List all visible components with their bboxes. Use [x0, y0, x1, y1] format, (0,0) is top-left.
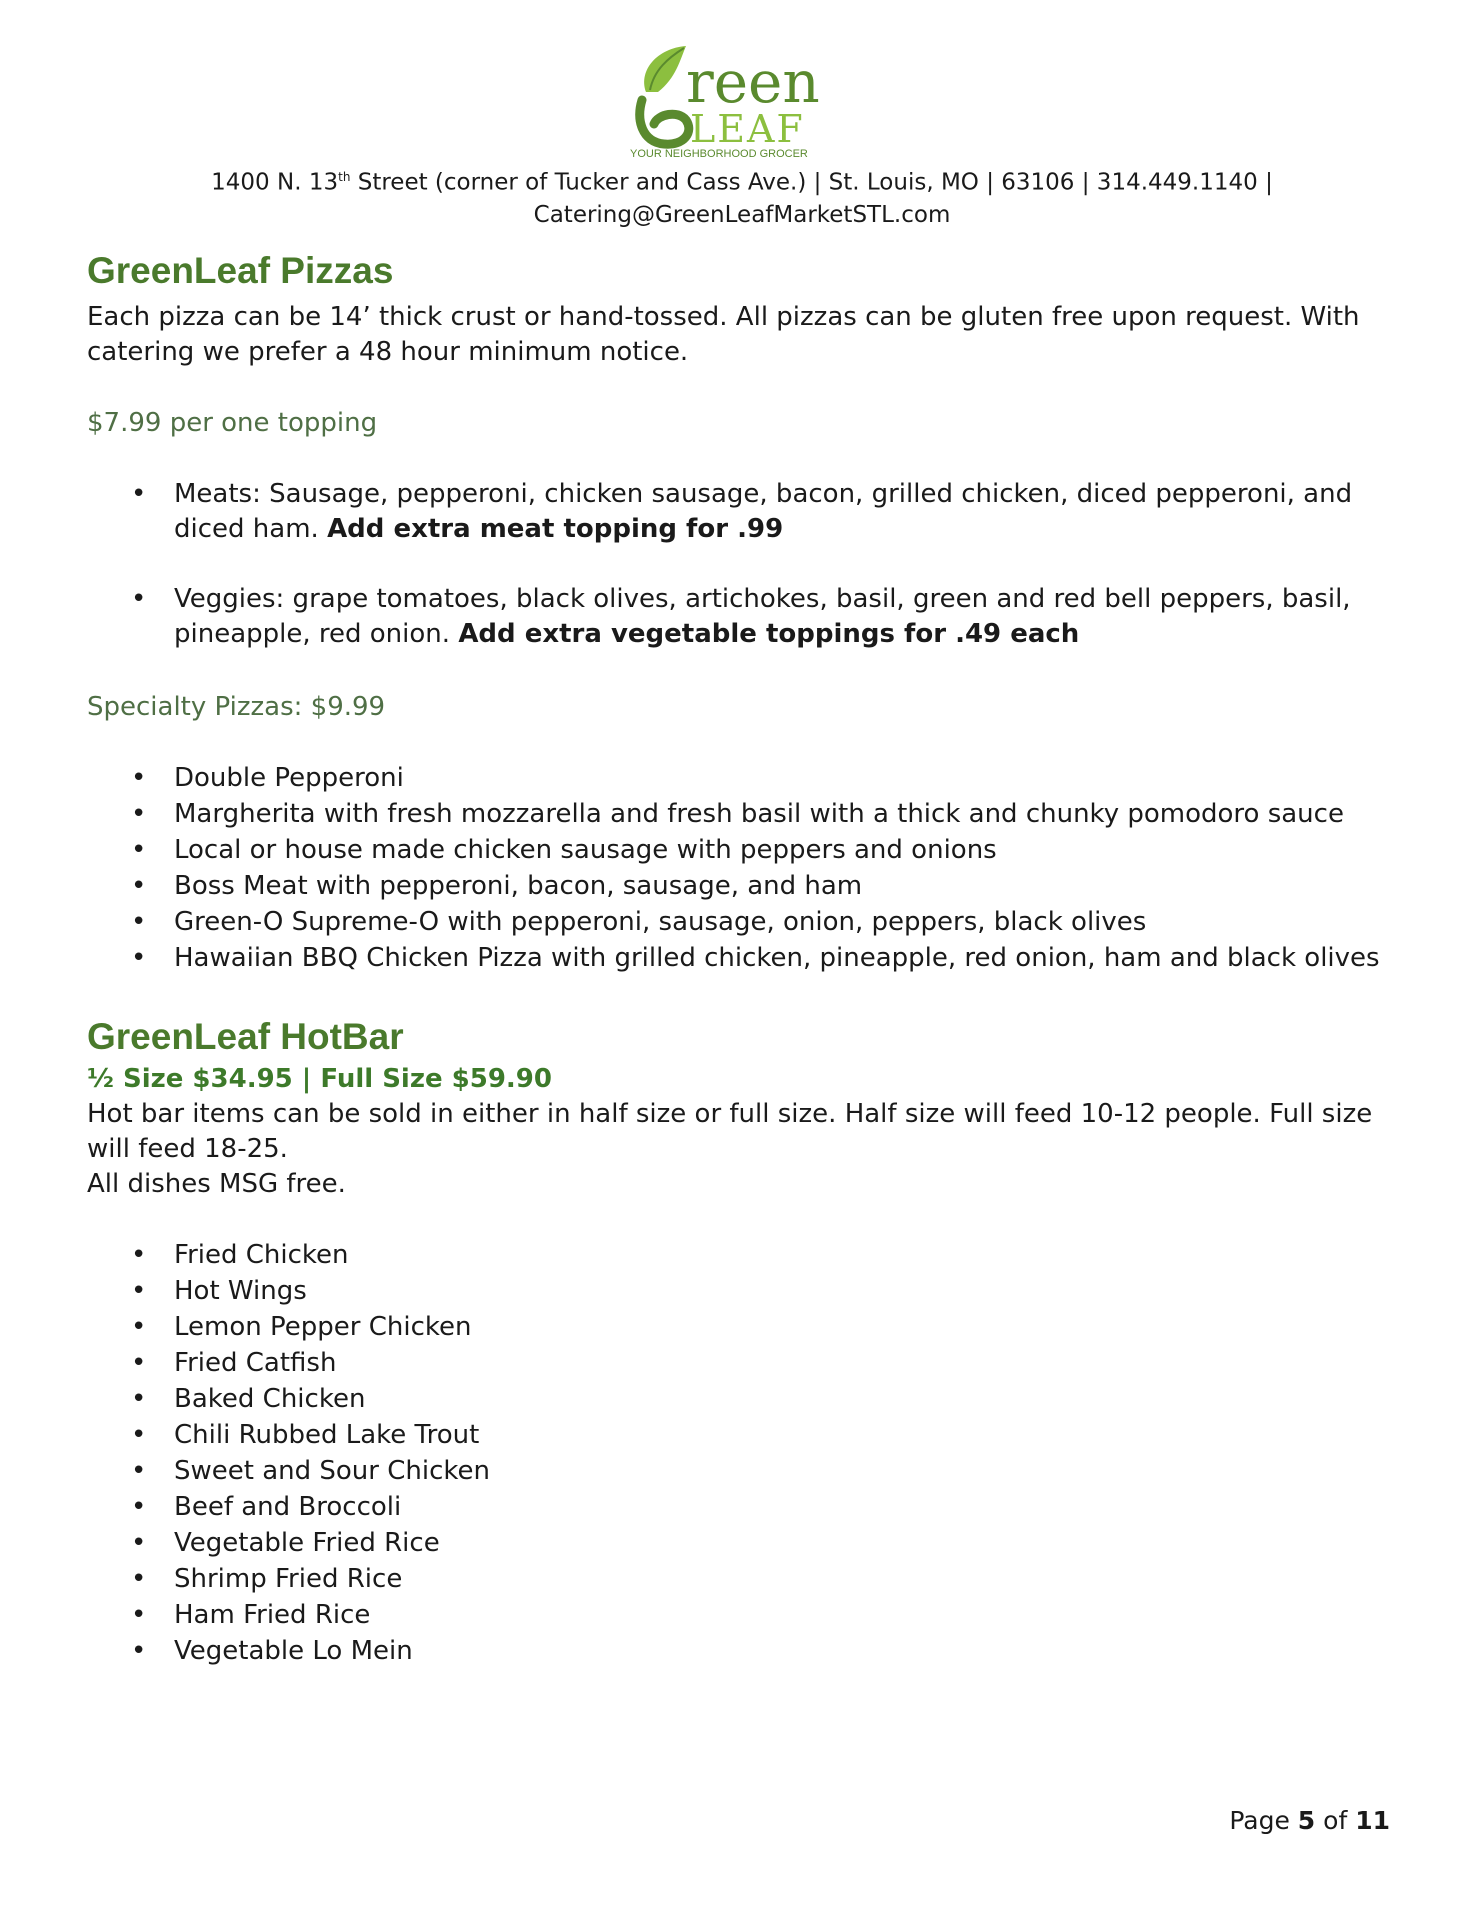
address-line-1: 1400 N. 13th Street (corner of Tucker and Cass Ave.) | St. Louis, MO | 63106 | 314.449.1140 | — [211, 169, 1273, 196]
greenleaf-logo-graphic — [628, 40, 868, 158]
store-address — [0, 161, 1484, 231]
list-item: • Hawaiian BBQ Chicken Pizza with grilled chicken, pineapple, red onion, ham and black olives — [87, 940, 1407, 976]
hotbar-prices: ½ Size $34.95 | Full Size $59.90 — [87, 1064, 552, 1094]
list-item: • Veggies: grape tomatoes, black olives, artichokes, basil, green and red bell peppers, basil, pineapple, red onion. Add extra vegetable toppings for .49 each — [87, 582, 1407, 652]
list-item: • Fried Chicken — [87, 1237, 1407, 1273]
hotbar-description: Hot bar items can be sold in either in half size or full size. Half size will feed 10-12 people. Full size will feed 18-25. — [87, 1099, 1373, 1164]
svg-text:reen: reen — [686, 48, 820, 116]
document-content — [87, 248, 1407, 1669]
list-item: • Local or house made chicken sausage with peppers and onions — [87, 832, 1407, 868]
list-item: • Double Pepperoni — [87, 760, 1407, 796]
list-item: • Hot Wings — [87, 1273, 1407, 1309]
list-item: • Lemon Pepper Chicken — [87, 1309, 1407, 1345]
specialty-list — [87, 760, 1407, 976]
page-number-footer: Page 5 of 11 — [1229, 1806, 1390, 1835]
list-item: • Vegetable Fried Rice — [87, 1525, 1407, 1561]
list-item: • Boss Meat with pepperoni, bacon, sausage, and ham — [87, 868, 1407, 904]
list-item: • Ham Fried Rice — [87, 1597, 1407, 1633]
list-item: • Sweet and Sour Chicken — [87, 1453, 1407, 1489]
one-topping-price: $7.99 per one topping — [87, 408, 378, 438]
list-item: • Beef and Broccoli — [87, 1489, 1407, 1525]
list-item: • Vegetable Lo Mein — [87, 1633, 1407, 1669]
address-line-2[interactable]: Catering@GreenLeafMarketSTL.com — [533, 201, 951, 228]
hotbar-msg-note: All dishes MSG free. — [87, 1169, 346, 1199]
toppings-list — [87, 477, 1407, 652]
list-item: • Shrimp Fried Rice — [87, 1561, 1407, 1597]
svg-text:YOUR NEIGHBORHOOD GROCER: YOUR NEIGHBORHOOD GROCER — [630, 148, 808, 158]
list-item: • Fried Catfish — [87, 1345, 1407, 1381]
svg-text:LEAF: LEAF — [690, 107, 805, 151]
list-item: • Meats: Sausage, pepperoni, chicken sausage, bacon, grilled chicken, diced pepperoni, and diced ham. Add extra meat topping for .99 — [87, 477, 1407, 547]
pizzas-intro: Each pizza can be 14’ thick crust or hand-tossed. All pizzas can be gluten free upon request. With catering we prefer a 48 hour minimum notice. — [87, 302, 1360, 367]
list-item: • Baked Chicken — [87, 1381, 1407, 1417]
specialty-heading: Specialty Pizzas: $9.99 — [87, 692, 386, 722]
list-item: • Chili Rubbed Lake Trout — [87, 1417, 1407, 1453]
pizzas-heading: GreenLeaf Pizzas — [87, 250, 394, 291]
greenleaf-logo — [628, 40, 868, 158]
hotbar-heading: GreenLeaf HotBar — [87, 1016, 404, 1057]
hotbar-items-list — [87, 1237, 1407, 1669]
list-item: • Green-O Supreme-O with pepperoni, sausage, onion, peppers, black olives — [87, 904, 1407, 940]
list-item: • Margherita with fresh mozzarella and fresh basil with a thick and chunky pomodoro sauce — [87, 796, 1407, 832]
